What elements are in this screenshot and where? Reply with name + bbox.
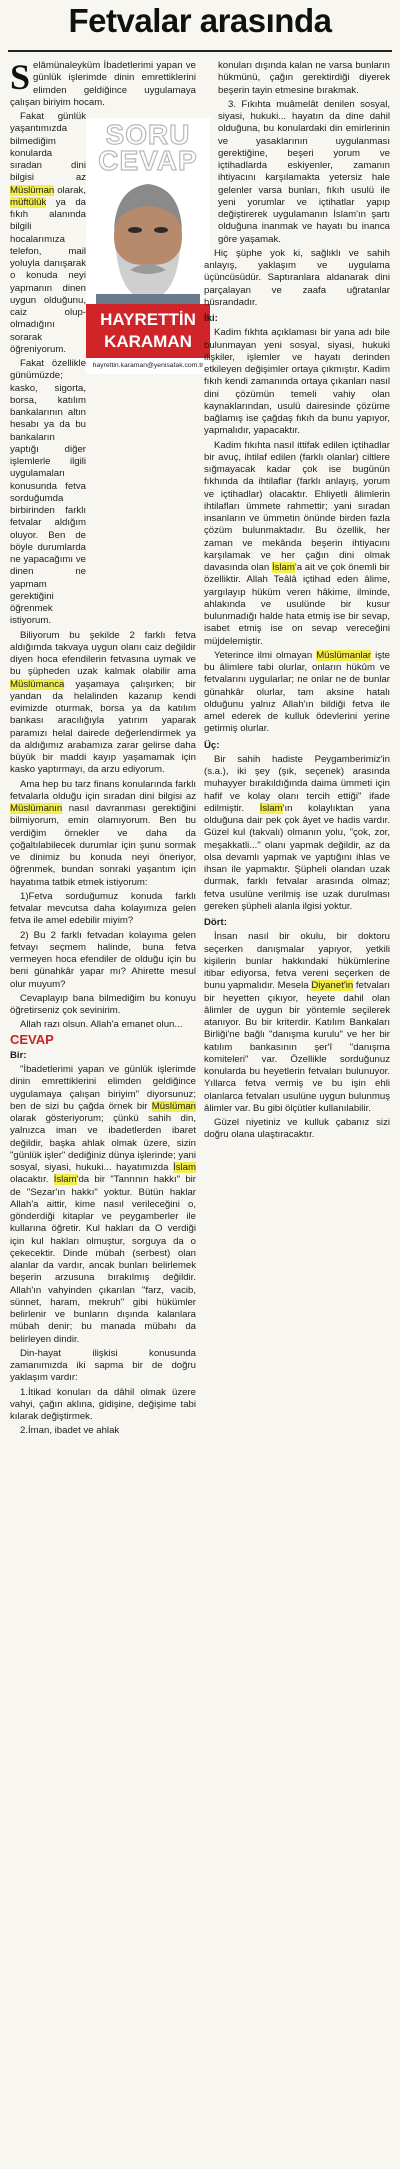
answer-paragraph: İnsan nasıl bir okulu, bir doktoru seçerken danışmalar yapıyor, yetkili kişilerin bunlar hakkındaki hükümlerine itibar ediyorsa, fetva vereni seçerken de bunu yapmalıdır. Mesela Diyanet'in fetvaları bir heyetten çıkıyor, heyete dahil olan âlimler de uygun bir yöntemle seçilerek atanıyor. Bu bir kriterdir. Katılım Bankaları Birliği'ne bağlı "danışma kurulu" ve her bir katılım bankasının şer'î "danışma komiteleri" var. Özellikle sorduğunuz konularda bu heyetlerin fetvaları bulunuyor. Yıllarca fetva vermiş ve bu işin ehli olanlarca fetvaları usulüne uygun bulunmuş âlimler var. Bu gibi ölçütler kullanılabilir. (204, 931, 390, 1114)
highlight: İslam (173, 1162, 196, 1173)
question-paragraph: Ama hep bu tarz finans konularında farklı fetvalarla olduğu için sıradan dini bilgisi az Müslümanın nasıl davranması gerektiğini bilmiyorum, emin olamıyorum. Ben bu verdiğim örnekler ve daha da çoğaltılabilecek durumlar için şunu sormak ve dinimiz bu konuda neyi öneriyor, öğrenmek, bundan sonraki yaşantım için hayatıma tatbik etmek istiyorum: (10, 778, 196, 888)
highlight: Müslüman (10, 184, 55, 196)
question-paragraph: Fakat günlük yaşantımızda bilmediğim konularda sıradan dini bilgisi az Müslüman olarak, müftülük ya da fıkıh alanında bilgili hocalarımıza telefon, mail yoluyla danışarak o konuda neyi yapmanın dinen uygun olduğunu, caiz olup-olmadığını sorarak öğreniyorum. (10, 111, 86, 355)
answer-paragraph: Kadim fıkhta açıklaması bir yana adı bile bulunmayan yeni sosyal, siyasi, hukuki ilişkiler, işlemler ve hayatı derinden etkileyen değişimler ortaya çıkmıştır. Kadim fıkıh kendi zamanında ortaya çıkanları nasıl dini çözümün temeli vahiy olan kaynaklarından, usulü dairesinde çözüme bağlamış ise çağdaş fıkıh da bunu yapıyor, yapmalıdır, yapacaktır. (204, 327, 390, 437)
answer-subhead-dort: Dört: (204, 917, 227, 928)
highlight: Diyanet'in (311, 980, 354, 992)
highlight: müftülük (10, 196, 47, 208)
answer-heading: CEVAP (10, 1031, 54, 1047)
columnist-last-name: KARAMAN (104, 332, 192, 351)
columnist-email: hayrettin.karaman@yenisafak.com.tr (86, 358, 210, 374)
drop-cap: S (10, 57, 31, 97)
cevap-label: CEVAP (98, 145, 198, 176)
question-signoff: Allah razı olsun. Allah'a emanet olun... (20, 1019, 183, 1031)
highlight: İslam (271, 562, 295, 573)
right-column (204, 60, 390, 1144)
answer-subhead-bir: Bir: (10, 1049, 27, 1061)
answer-paragraph: 1.İtikad konuları da dâhil olmak üzere vahyi, çağın aklına, gidişine, değişime tabi kılarak değiştirmek. (10, 1386, 196, 1422)
highlight: İslam (53, 1174, 77, 1186)
answer-paragraph: Bir sahih hadiste Peygamberimiz'in (s.a.), iki şey (şık, seçenek) arasında muhayyer bırakıldığında daima ümmeti için hafif ve kolay olanı tercih ettiği" ifade edilmiştir. İslam'ın kolaylıktan yana olduğuna dair pek çok âyet ve hadis vardır. Güzel kul (takvalı) olmanın yolu, "çok, zor, meşakkatli..." olanı yapmak değildir, az da olsa devamlı yapmak ve yaptığını ihlas ve ihsan ile yapmaktır. Şüpheli olandan uzak durmak, farklı fetvalar arasında olmaz; fetva usulüne verilmiş ise uzak durulması gereken şüpheli alanla ilgisi yoktur. (204, 753, 391, 912)
highlight: Müslüman (151, 1100, 196, 1112)
question-paragraph: Biliyorum bu şekilde 2 farklı fetva aldığımda takvaya uygun olanı caiz değildir diyen hoca efendilerin fetvasına uymak ve bu şüpheden uzak kalmak olabilir ama Müslümanca yaşamaya çalışırken; bir yandan da helalinden kazanıp kendi evimizde oturmak, borsa ya da katılım bankası aracılığıyla yatırım yaparak paramızı helal dairede değerlendirmek ya da aldığımız arabamıza zarar gelirse daha büyük bir maddi kayıp yaşamamak için kasko yaptırmayı, da arzu ediyorum. (10, 629, 196, 776)
highlight: Müslümanlar (316, 649, 372, 661)
intro-paragraph: Selâmünaleyküm İbadetlerimi yapan ve günlük işlerimde dinin emrettiklerini elimden geldiğince uygulamaya çalışan biriyim hocam. (10, 57, 196, 108)
answer-paragraph: Yeterince ilmi olmayan Müslümanlar işte bu âlimlere tabi olurlar, onların hükûm ve fetvalarını uygularlar; ne onlar ne de bunlar günahkâr olurlar, tam aksine hatalı olduğunu yalnız Allah'ın bildiği fetva ile amel ederek de kulluk ödevlerini yerine getirmiş olurlar. (204, 649, 390, 735)
answer-paragraph: Kadim fıkıhta nasıl ittifak edilen içtihadlar bir avuç, ihtilaf edilen (farklı olanlar) ciltlere sığmayacak kadar çok ise bugünün fıkhında da ihtilaflar (farklı anlayış, yorum ve içtihadlar) olacaktır. Ehliyetli âlimlerin ihtilafları ümmete rahmettir; yani sıradan insanların ve ümmetin önünde birden fazla çözüm bulunmaktadır. Bu özellik, her zaman ve mekânda beşerin ihtiyacını karşılamak ve her çağın dini olmak davasında olan İslam'a ait ve çok önemli bir özelliktir. Allah Teâlâ içtihad eden âlime, yargılayıp hüküm veren hâkime, ilminde, ahlakında ve usulünde bir kusur bulunmadığı halde hata etmiş ise bir sevap, isabet etmiş ise on sevap vereceğini müjdelemiştir. (204, 439, 390, 647)
article-title: Fetvalar arasında (68, 2, 332, 39)
question-paragraph: Cevaplayıp bana bilmediğim bu konuyu öğretirseniz çok sevinirim. (10, 992, 196, 1016)
answer-paragraph: konuları dışında kalan ne varsa bunların hükmünü, çağın gerektirdiği diyerek beşerin tayin etmesine bırakmak. (218, 60, 390, 96)
title-rule (8, 50, 392, 52)
answer-paragraph: Din-hayat ilişkisi konusunda zamanımızda iki sapma bir de doğru yaklaşım vardır: (10, 1347, 196, 1384)
question-item-2: 2) Bu 2 farklı fetvadan kolayıma gelen fetvayı seçmem halinde, buna fetva vermeyen hoca efendiler de olduğu için bu beni günahkâr yapar mı? Ahirette mesul olur muyum? (10, 929, 196, 990)
soru-cevap-heading (86, 119, 210, 176)
question-item-1: 1)Fetva sorduğumuz konuda farklı fetvalar mevcutsa daha kolayımıza gelen fetva ile amel edebilir miyim? (10, 890, 196, 927)
answer-subhead-iki: İki: (204, 313, 218, 324)
answer-paragraph: "İbadetlerimi yapan ve günlük işlerimde dinin emrettiklerini elimden geldiğince uygulamaya çalışan biriyim" diyorsunuz; ben de sizi bu çağda örnek bir Müslüman olarak gösteriyorum; çünkü sahih din, yalnızca iman ve ibadetlerden ibaret değildir, başka ahlak olmak üzere, sizin "günlük işler" dediğiniz dünya işlerinde; yani sosyal, siyasi, hukuki... hayatımızda İslam olacaktır. İslam'da bir "Tanrının hakkı" bir de "Sezar'ın hakkı" yoktur. Bütün haklar Allah'a aittir, kime nasıl verileceğini o, gönderdiği kitaplar ve peygamberler ile kullarına öğretir. Kul hakları da O verdiği için kul hakları olmuştur, sorguya da o çekecektir. Dinde mübah (serbest) olan alanlar da vardır, ancak bunları belirlemek beşerin arzusuna bırakılmış değildir. Allah'ın vahyinden çıkarılan "farz, vacib, sünnet, haram, mekruh" gibi hükümler belirlenir ve bunların dışında kalanlara mübah denir; bu manada mübahı da belirleyen dindir. (10, 1064, 197, 1345)
question-paragraph: Fakat özellikle günümüzde; kasko, sigorta, borsa, katılım bankalarının altın hesabı ya da bu bankaların yaptığı diğer işlemlerle ilgili uygulamaları konusunda fetva sorduğumda birbirinden farklı fetvalar aldığım oluyor. Ben de böyle durumlarda ne yapacağımı ve dinen ne yapmam gerektiğini öğrenmek istiyorum. (10, 358, 86, 627)
columnist-first-name: HAYRETTİN (100, 310, 196, 329)
highlight: İslam (259, 802, 283, 814)
answer-paragraph: Hiç şüphe yok ki, sağlıklı ve sahih anlayış, yaklaşım ve uygulama üçüncüsüdür. Saptıranlara aldanarak dini parçalayan ve zaafa uğratanlar hüsrandadır. (204, 247, 390, 308)
soru-label: SORU (105, 119, 191, 150)
left-column (10, 57, 197, 1440)
answer-closing: Güzel niyetiniz ve kulluk çabanız sizi doğru olana ulaştıracaktır. (204, 1117, 390, 1141)
highlight: Müslümanın (10, 803, 63, 814)
highlight: Müslümanca (10, 678, 65, 690)
answer-paragraph: 2.İman, ibadet ve ahlak (20, 1425, 120, 1437)
answer-subhead-uc: Üç: (204, 739, 220, 751)
answer-paragraph: 3. Fıkıhta muâmelât denilen sosyal, siyasi, hukuki... hayatın da dine dahil olduğuna, bu konulardaki din emirlerinin ve yasaklarının uygulanması gerektiğine, beşeri yorum ve içtihadlarda eskiyenler, zamanın ihtiyacını karşılamakta yetersiz hale gelenler varsa bunları, fıkıh usulü ile yeni yorumlar ve içtihatlar yapıp değiştirerek uygulamanın İslam'ın şartı olduğuna inanmak ve hayatı bu inanca göre yaşamak. (218, 98, 390, 245)
